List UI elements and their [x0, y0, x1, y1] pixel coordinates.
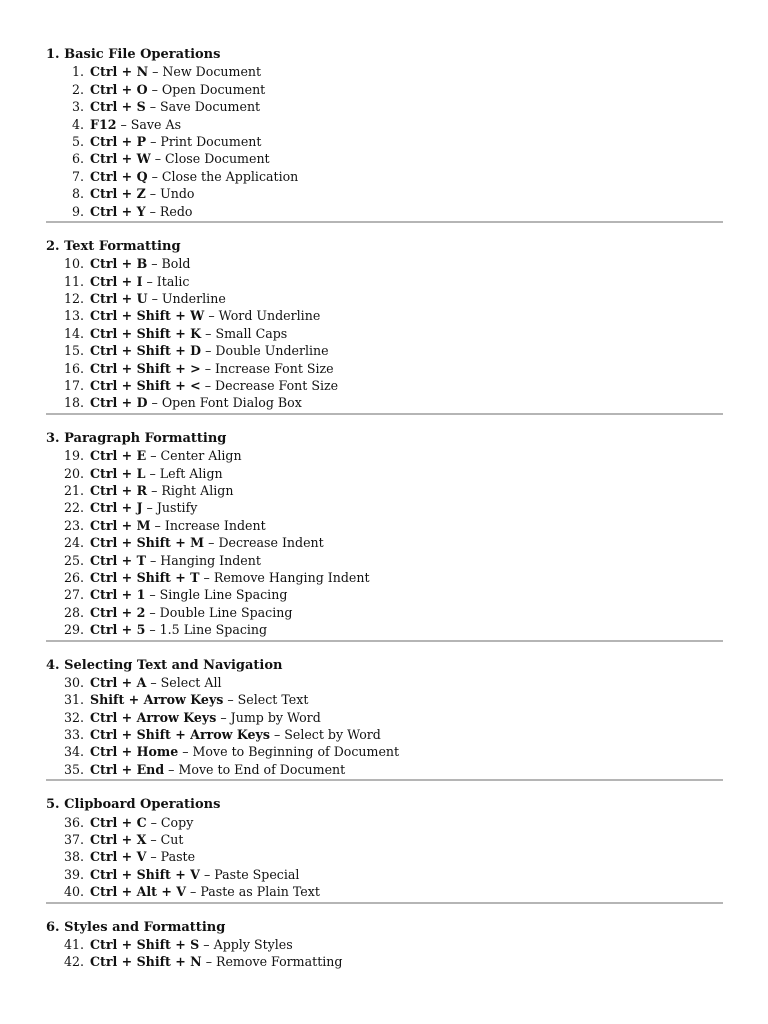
shortcut-description: 1.5 Line Spacing	[159, 622, 268, 638]
shortcut-item	[46, 447, 723, 464]
section-divider	[46, 413, 723, 415]
shortcut-description: Word Underline	[218, 308, 321, 324]
shortcut-description: Left Align	[159, 465, 223, 481]
shortcut-description: Apply Styles	[213, 936, 293, 952]
shortcut-description: Italic	[156, 273, 190, 289]
shortcut-description: Cut	[160, 832, 184, 848]
item-number: 29.	[63, 622, 84, 638]
separator: –	[146, 674, 161, 690]
shortcut-keys: Ctrl + End	[90, 761, 165, 777]
separator: –	[199, 866, 215, 882]
separator: –	[199, 569, 214, 585]
separator: –	[146, 448, 161, 464]
item-number: 34.	[63, 744, 84, 760]
item-number: 20.	[63, 465, 84, 481]
shortcut-description: Single Line Spacing	[159, 587, 288, 603]
separator: –	[146, 849, 161, 865]
shortcut-description: Double Underline	[215, 343, 329, 359]
shortcut-keys: Ctrl + S	[90, 99, 146, 115]
separator: –	[186, 884, 201, 900]
shortcut-keys: Ctrl + Shift + D	[90, 343, 202, 359]
shortcut-item	[46, 116, 723, 133]
item-number: 38.	[63, 849, 84, 865]
shortcut-description: Paste	[160, 849, 196, 865]
item-number: 33.	[63, 727, 84, 743]
section-title: 1. Basic File Operations	[46, 47, 221, 62]
shortcut-keys: Ctrl + E	[90, 448, 147, 464]
item-number: 5.	[71, 133, 84, 149]
shortcut-description: Close the Application	[161, 168, 299, 184]
shortcut-section-3	[46, 430, 723, 642]
shortcut-keys: Ctrl + T	[90, 552, 146, 568]
shortcut-item	[46, 185, 723, 202]
shortcut-description: Move to End of Document	[178, 761, 346, 777]
item-number: 13.	[63, 308, 84, 324]
shortcut-item	[46, 534, 723, 551]
separator: –	[147, 81, 162, 97]
section-title: 2. Text Formatting	[46, 238, 181, 254]
item-number: 39.	[63, 866, 84, 882]
shortcut-description: Print Document	[160, 133, 262, 149]
shortcut-keys: Ctrl + N	[90, 64, 149, 80]
shortcut-description: Remove Hanging Indent	[213, 569, 370, 585]
shortcut-keys: Ctrl + 5	[90, 622, 146, 638]
item-number: 15.	[63, 343, 84, 359]
item-number: 26.	[63, 569, 84, 585]
shortcut-keys: Ctrl + Y	[90, 203, 146, 219]
item-number: 8.	[71, 186, 84, 202]
shortcut-keys: Ctrl + W	[90, 151, 151, 167]
separator: –	[200, 360, 216, 376]
item-number: 30.	[63, 674, 84, 690]
shortcut-keys: Ctrl + L	[90, 465, 146, 481]
shortcut-keys: Ctrl + Shift + >	[90, 360, 201, 376]
section-title: 3. Paragraph Formatting	[46, 430, 227, 446]
shortcut-item	[46, 691, 723, 708]
shortcut-keys: Ctrl + U	[90, 291, 148, 307]
shortcut-description: Remove Formatting	[216, 954, 343, 970]
shortcut-description: Open Font Dialog Box	[161, 395, 302, 411]
item-number: 19.	[63, 448, 84, 464]
item-number: 41.	[63, 936, 84, 952]
shortcut-keys: Ctrl + B	[90, 256, 148, 272]
shortcut-keys: Ctrl + Arrow Keys	[90, 709, 217, 725]
shortcut-item	[46, 360, 723, 377]
item-number: 27.	[63, 587, 84, 603]
shortcut-keys: Ctrl + Shift + V	[90, 866, 200, 882]
shortcut-keys: Ctrl + X	[90, 832, 147, 848]
shortcut-item	[46, 81, 723, 98]
shortcut-description: Double Line Spacing	[159, 604, 293, 620]
separator: –	[200, 378, 216, 394]
shortcut-description: Paste Special	[214, 866, 300, 882]
separator: –	[199, 936, 214, 952]
shortcut-item	[46, 203, 723, 220]
shortcut-item	[46, 586, 723, 603]
shortcut-keys: Ctrl + Shift + S	[90, 936, 200, 952]
item-number: 14.	[63, 325, 84, 341]
shortcut-item	[46, 465, 723, 482]
item-number: 18.	[63, 395, 84, 411]
separator: –	[145, 203, 160, 219]
shortcut-item	[46, 325, 723, 342]
shortcut-description: Move to Beginning of Document	[192, 744, 400, 760]
separator: –	[145, 587, 160, 603]
shortcut-description: Right Align	[161, 482, 234, 498]
shortcut-item	[46, 743, 723, 760]
shortcut-section-5	[46, 796, 723, 903]
shortcut-list	[46, 255, 723, 412]
shortcut-description: Save As	[130, 116, 182, 132]
shortcut-description: Justify	[156, 500, 198, 516]
item-number: 7.	[71, 168, 84, 184]
separator: –	[204, 535, 219, 551]
item-number: 12.	[63, 291, 84, 307]
shortcut-item	[46, 307, 723, 324]
item-number: 35.	[63, 761, 84, 777]
shortcut-keys: Ctrl + D	[90, 395, 148, 411]
item-number: 2.	[71, 81, 84, 97]
item-number: 23.	[63, 517, 84, 533]
shortcut-item	[46, 604, 723, 621]
shortcut-section-2	[46, 238, 723, 415]
separator: –	[145, 465, 160, 481]
shortcut-description: Small Caps	[215, 325, 288, 341]
shortcut-item	[46, 761, 723, 778]
item-number: 10.	[63, 256, 84, 272]
shortcut-keys: Ctrl + P	[90, 133, 147, 149]
shortcut-keys: Ctrl + V	[90, 849, 147, 865]
shortcut-item	[46, 499, 723, 516]
separator: –	[147, 482, 162, 498]
item-number: 11.	[63, 273, 84, 289]
shortcut-description: Select by Word	[284, 727, 381, 743]
shortcut-description: Undo	[160, 186, 195, 202]
shortcut-keys: Ctrl + Home	[90, 744, 179, 760]
separator: –	[223, 692, 238, 708]
shortcut-item	[46, 883, 723, 900]
shortcut-description: New Document	[162, 64, 262, 80]
separator: –	[201, 325, 216, 341]
separator: –	[178, 744, 193, 760]
shortcut-item	[46, 273, 723, 290]
shortcut-description: Copy	[160, 814, 194, 830]
separator: –	[216, 709, 231, 725]
section-divider	[46, 902, 723, 904]
separator: –	[204, 308, 219, 324]
shortcut-list	[46, 63, 723, 220]
shortcut-item	[46, 831, 723, 848]
shortcut-item	[46, 133, 723, 150]
shortcut-description: Redo	[159, 203, 193, 219]
shortcut-keys: Ctrl + Shift + K	[90, 325, 202, 341]
shortcut-description: Hanging Indent	[160, 552, 261, 568]
shortcut-list	[46, 447, 723, 638]
shortcut-item	[46, 726, 723, 743]
item-number: 32.	[63, 709, 84, 725]
shortcut-keys: Ctrl + Q	[90, 168, 148, 184]
separator: –	[146, 133, 161, 149]
shortcut-keys: Ctrl + Z	[90, 186, 146, 202]
shortcut-description: Save Document	[160, 99, 261, 115]
item-number: 37.	[63, 832, 84, 848]
shortcut-keys: Ctrl + Shift + <	[90, 378, 201, 394]
shortcut-description: Increase Indent	[164, 517, 266, 533]
shortcut-item	[46, 814, 723, 831]
shortcut-description: Close Document	[165, 151, 270, 167]
separator: –	[142, 273, 157, 289]
item-number: 25.	[63, 552, 84, 568]
separator: –	[150, 517, 165, 533]
shortcut-keys: Ctrl + A	[90, 674, 147, 690]
shortcut-item	[46, 517, 723, 534]
separator: –	[148, 64, 163, 80]
separator: –	[146, 814, 161, 830]
section-divider	[46, 221, 723, 223]
shortcut-keys: Ctrl + Shift + Arrow Keys	[90, 727, 270, 743]
separator: –	[146, 832, 161, 848]
shortcut-item	[46, 621, 723, 638]
shortcut-keys: Ctrl + R	[90, 482, 148, 498]
shortcut-list	[46, 814, 723, 901]
shortcut-item	[46, 342, 723, 359]
item-number: 22.	[63, 500, 84, 516]
shortcut-description: Select Text	[237, 692, 309, 708]
section-title: 5. Clipboard Operations	[46, 797, 221, 813]
shortcut-keys: Ctrl + O	[90, 81, 148, 97]
shortcut-keys: Ctrl + Shift + N	[90, 954, 202, 970]
shortcut-keys: Ctrl + Shift + T	[90, 569, 200, 585]
separator: –	[201, 343, 216, 359]
item-number: 42.	[63, 954, 84, 970]
shortcut-item	[46, 552, 723, 569]
item-number: 16.	[63, 360, 84, 376]
item-number: 21.	[63, 482, 84, 498]
shortcut-description: Select All	[160, 674, 222, 690]
shortcut-keys: Ctrl + Alt + V	[90, 884, 187, 900]
shortcut-keys: Shift + Arrow Keys	[90, 692, 224, 708]
shortcut-description: Open Document	[161, 81, 266, 97]
separator: –	[269, 727, 285, 743]
separator: –	[145, 604, 160, 620]
shortcut-keys: Ctrl + J	[90, 500, 143, 516]
item-number: 17.	[63, 378, 84, 394]
shortcut-item	[46, 63, 723, 80]
item-number: 40.	[63, 884, 84, 900]
separator: –	[145, 622, 160, 638]
separator: –	[147, 168, 162, 184]
shortcut-item	[46, 98, 723, 115]
shortcut-item	[46, 709, 723, 726]
item-number: 28.	[63, 604, 84, 620]
shortcut-section-4	[46, 657, 723, 782]
shortcut-item	[46, 482, 723, 499]
shortcut-description: Decrease Indent	[218, 535, 324, 551]
shortcut-keys: Ctrl + M	[90, 517, 151, 533]
shortcut-list	[46, 674, 723, 778]
shortcut-item	[46, 290, 723, 307]
separator: –	[116, 116, 131, 132]
shortcut-keys: Ctrl + 2	[90, 604, 146, 620]
shortcut-item	[46, 394, 723, 411]
item-number: 24.	[63, 535, 84, 551]
shortcut-item	[46, 377, 723, 394]
shortcut-description: Jump by Word	[230, 709, 321, 725]
shortcut-description: Paste as Plain Text	[200, 884, 320, 900]
section-divider	[46, 779, 723, 781]
shortcut-description: Bold	[161, 256, 191, 272]
shortcut-section-1	[46, 46, 723, 223]
item-number: 36.	[63, 814, 84, 830]
separator: –	[145, 552, 161, 568]
shortcut-document	[46, 46, 723, 971]
shortcut-item	[46, 255, 723, 272]
separator: –	[145, 99, 160, 115]
separator: –	[150, 151, 166, 167]
shortcut-item	[46, 848, 723, 865]
shortcut-section-6	[46, 919, 723, 971]
shortcut-keys: Ctrl + Shift + M	[90, 535, 205, 551]
shortcut-item	[46, 150, 723, 167]
shortcut-keys: Ctrl + C	[90, 814, 147, 830]
shortcut-item	[46, 569, 723, 586]
separator: –	[147, 395, 162, 411]
shortcut-description: Decrease Font Size	[215, 378, 339, 394]
section-divider	[46, 640, 723, 642]
shortcut-keys: Ctrl + 1	[90, 587, 146, 603]
item-number: 9.	[71, 203, 84, 219]
shortcut-item	[46, 168, 723, 185]
item-number: 1.	[71, 64, 84, 80]
item-number: 31.	[63, 692, 84, 708]
separator: –	[164, 761, 179, 777]
separator: –	[147, 256, 162, 272]
shortcut-description: Increase Font Size	[215, 360, 334, 376]
separator: –	[142, 500, 157, 516]
shortcut-description: Underline	[161, 291, 226, 307]
shortcut-description: Center Align	[160, 448, 242, 464]
shortcut-list	[46, 936, 723, 971]
separator: –	[145, 186, 161, 202]
shortcut-item	[46, 936, 723, 953]
shortcut-item	[46, 674, 723, 691]
item-number: 4.	[71, 116, 84, 132]
item-number: 6.	[71, 151, 84, 167]
separator: –	[147, 291, 162, 307]
shortcut-keys: Ctrl + Shift + W	[90, 308, 205, 324]
section-title: 6. Styles and Formatting	[46, 919, 226, 935]
shortcut-item	[46, 866, 723, 883]
shortcut-item	[46, 953, 723, 970]
shortcut-keys: F12	[90, 116, 117, 132]
shortcut-keys: Ctrl + I	[90, 273, 143, 289]
item-number: 3.	[71, 99, 84, 115]
section-title: 4. Selecting Text and Navigation	[46, 657, 283, 673]
separator: –	[201, 954, 216, 970]
